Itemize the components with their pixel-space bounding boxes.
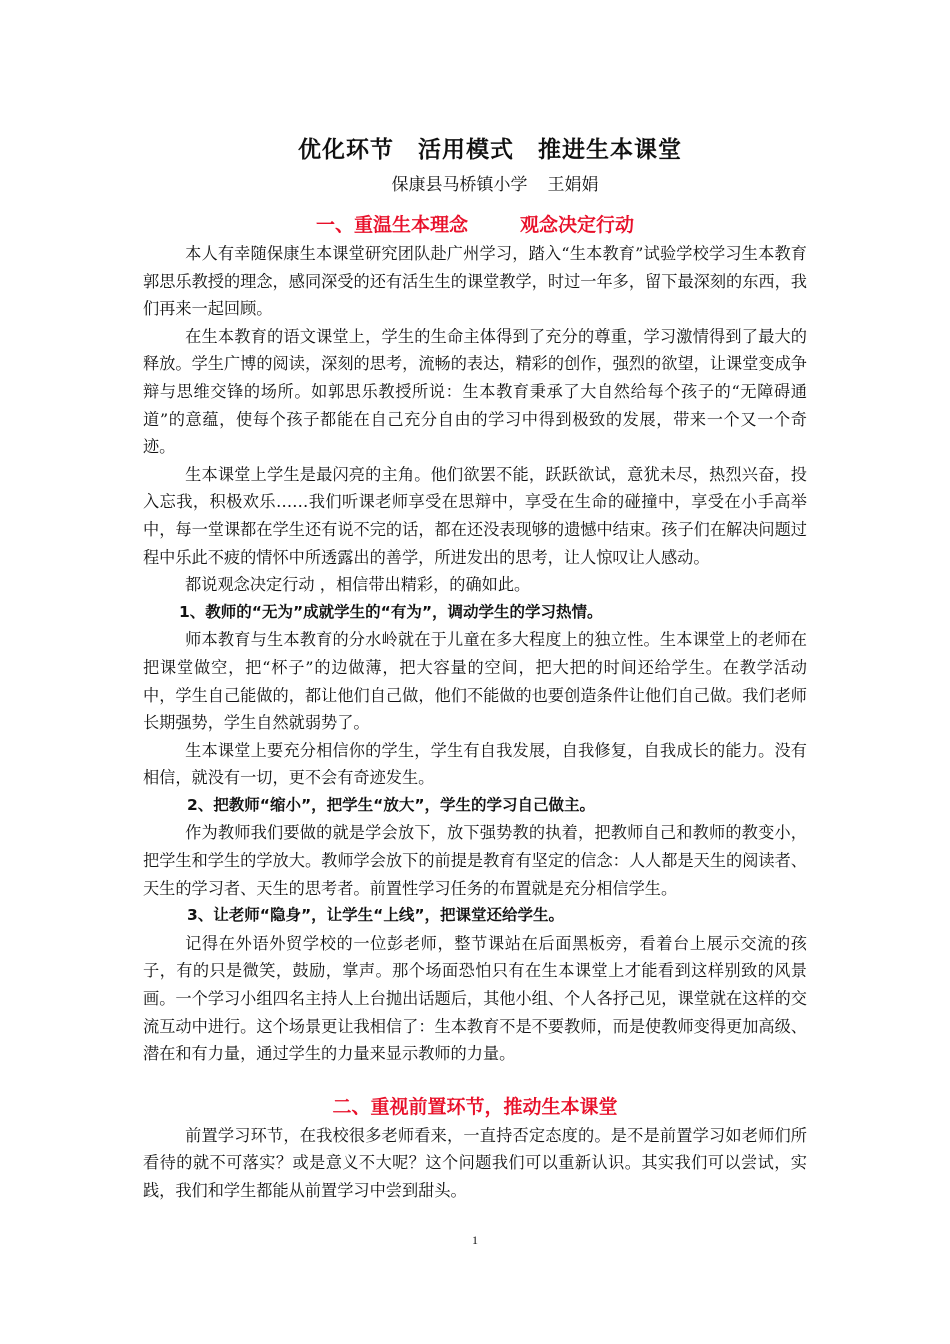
author-school: 保康县马桥镇小学 — [391, 175, 528, 195]
title-part-1: 优化环节 — [298, 137, 394, 163]
subheading-3: 3、让老师“隐身”，让学生“上线”，把课堂还给学生。 — [187, 906, 565, 925]
section-1-heading-part-2: 观念决定行动 — [520, 214, 635, 236]
paragraph: 生本课堂上学生是最闪亮的主角。他们欲罢不能，跃跃欲试，意犹未尽，热烈兴奋，投入忘我，积极欢乐……我们听课老师享受在思辩中，享受在生命的碰撞中，享受在小手高举中，每一堂课都在学生还有说不完的话，都在还没表现够的遗憾中结束。孩子们在解决问题过程中乐此不疲的情怀中所透露出的善学，所进发出的思考，让人惊叹让人感动。 — [143, 464, 807, 567]
paragraph: 师本教育与生本教育的分水岭就在于儿童在多大程度上的独立性。生本课堂上的老师在把课堂做空，把“杯子”的边做薄，把大容量的空间，把大把的时间还给学生。在教学活动中，学生自己能做的，都让他们自己做，他们不能做的也要创造条件让他们自己做。我们老师长期强势，学生自然就弱势了。 — [143, 630, 807, 733]
subheading-1: 1、教师的“无为”成就学生的“有为”，调动学生的学习热情。 — [179, 602, 603, 621]
paragraph: 记得在外语外贸学校的一位彭老师，整节课站在后面黑板旁，看着台上展示交流的孩子，有的只是微笑，鼓励，掌声。那个场面恐怕只有在生本课堂上才能看到这样别致的风景画。一个学习小组四名主持人上台抛出话题后，其他小组、个人各抒己见，课堂就在这样的交流互动中进行。这个场景更让我相信了：生本教育不是不要教师，而是使教师变得更加高级、潜在和有力量，通过学生的力量来显示教师的力量。 — [143, 933, 807, 1064]
paragraph: 前置学习环节，在我校很多老师看来，一直持否定态度的。是不是前置学习如老师们所看待的就不可落实？或是意义不大呢？这个问题我们可以重新认识。其实我们可以尝试，实践，我们和学生都能从前置学习中尝到甜头。 — [143, 1125, 807, 1200]
paragraph: 生本课堂上要充分相信你的学生，学生有自我发展，自我修复，自我成长的能力。没有相信，就没有一切，更不会有奇迹发生。 — [143, 740, 807, 788]
title-part-3: 推进生本课堂 — [538, 137, 682, 163]
section-2-heading: 二、重视前置环节，推动生本课堂 — [332, 1095, 618, 1118]
document-body — [143, 130, 807, 1205]
subheading-2: 2、把教师“缩小”，把学生“放大”，学生的学习自己做主。 — [187, 795, 596, 814]
section-1-heading-part-1: 一、重温生本理念 — [315, 214, 468, 236]
title-part-2: 活用模式 — [418, 137, 514, 163]
paragraph: 作为教师我们要做的就是学会放下，放下强势教的执着，把教师自己和教师的教变小，把学生和学生的学放大。教师学会放下的前提是教育有坚定的信念：人人都是天生的阅读者、天生的学习者、天生的思考者。前置性学习任务的布置就是充分相信学生。 — [143, 823, 807, 898]
paragraph: 本人有幸随保康生本课堂研究团队赴广州学习，踏入“生本教育”试验学校学习生本教育郭思乐教授的理念，感同深受的还有活生生的课堂教学，时过一年多，留下最深刻的东西，我们再来一起回顾。 — [143, 244, 807, 319]
section-1-heading — [143, 210, 807, 240]
author-name: 王娟娟 — [547, 175, 599, 195]
paragraph: 都说观念决定行动 ，相信带出精彩，的确如此。 — [185, 575, 531, 595]
page-number: 1 — [472, 1233, 478, 1247]
section-spacer — [143, 1068, 807, 1092]
paragraph: 在生本教育的语文课堂上，学生的生命主体得到了充分的尊重，学习激情得到了最大的释放。学生广博的阅读，深刻的思考，流畅的表达，精彩的创作，强烈的欲望，让课堂变成争辩与思维交锋的场所。如郭思乐教授所说：生本教育秉承了大自然给每个孩子的“无障碍通道”的意蕴，使每个孩子都能在自己充分自由的学习中得到极致的发展，带来一个又一个奇迹。 — [143, 326, 807, 457]
document-title — [143, 130, 807, 170]
author-line — [143, 170, 807, 200]
